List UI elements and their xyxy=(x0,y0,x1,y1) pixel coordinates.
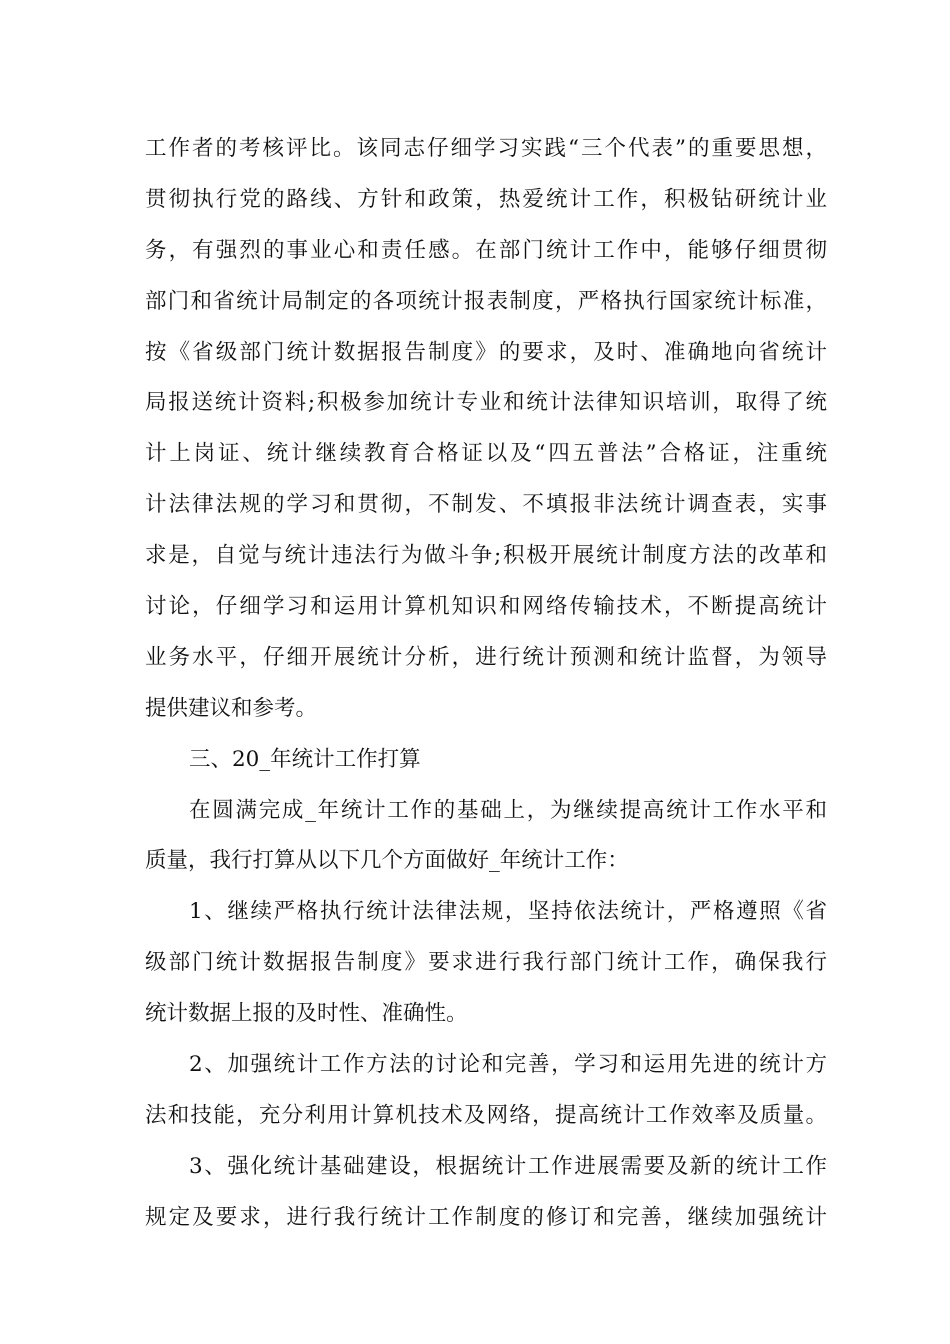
text-line: 讨论，仔细学习和运用计算机知识和网络传输技术，不断提高统计 xyxy=(145,594,827,620)
document-body xyxy=(145,124,827,1244)
text-line: 质量，我行打算从以下几个方面做好_年统计工作： xyxy=(145,848,629,874)
list-item-line: 2、加强统计工作方法的讨论和完善，学习和运用先进的统计方 xyxy=(189,1052,827,1078)
text-line: 务，有强烈的事业心和责任感。在部门统计工作中，能够仔细贯彻 xyxy=(145,237,827,263)
text-line: 部门和省统计局制定的各项统计报表制度，严格执行国家统计标准， xyxy=(145,288,827,314)
text-line: 按《省级部门统计数据报告制度》的要求，及时、准确地向省统计 xyxy=(145,339,827,365)
text-line: 法和技能，充分利用计算机技术及网络，提高统计工作效率及质量。 xyxy=(145,1102,827,1128)
text-line: 业务水平，仔细开展统计分析，进行统计预测和统计监督，为领导 xyxy=(145,644,827,670)
text-line: 在圆满完成_年统计工作的基础上，为继续提高统计工作水平和 xyxy=(189,797,827,823)
list-item-line: 1、继续严格执行统计法律法规，坚持依法统计，严格遵照《省 xyxy=(189,899,827,925)
text-line: 计法律法规的学习和贯彻，不制发、不填报非法统计调查表，实事 xyxy=(145,492,827,518)
section-heading: 三、20_年统计工作打算 xyxy=(189,746,421,772)
text-line: 规定及要求，进行我行统计工作制度的修订和完善，继续加强统计 xyxy=(145,1204,827,1230)
text-line: 统计数据上报的及时性、准确性。 xyxy=(145,1001,468,1027)
text-line: 计上岗证、统计继续教育合格证以及“四五普法”合格证，注重统 xyxy=(145,441,827,467)
list-item-line: 3、强化统计基础建设，根据统计工作进展需要及新的统计工作 xyxy=(189,1153,827,1179)
text-line: 工作者的考核评比。该同志仔细学习实践“三个代表”的重要思想， xyxy=(145,136,827,161)
text-line: 求是，自觉与统计违法行为做斗争;积极开展统计制度方法的改革和 xyxy=(145,543,827,569)
text-line: 级部门统计数据报告制度》要求进行我行部门统计工作，确保我行 xyxy=(145,950,827,976)
text-line: 提供建议和参考。 xyxy=(145,695,318,721)
text-line: 局报送统计资料;积极参加统计专业和统计法律知识培训，取得了统 xyxy=(145,390,827,416)
text-line: 贯彻执行党的路线、方针和政策，热爱统计工作，积极钻研统计业 xyxy=(145,186,827,212)
